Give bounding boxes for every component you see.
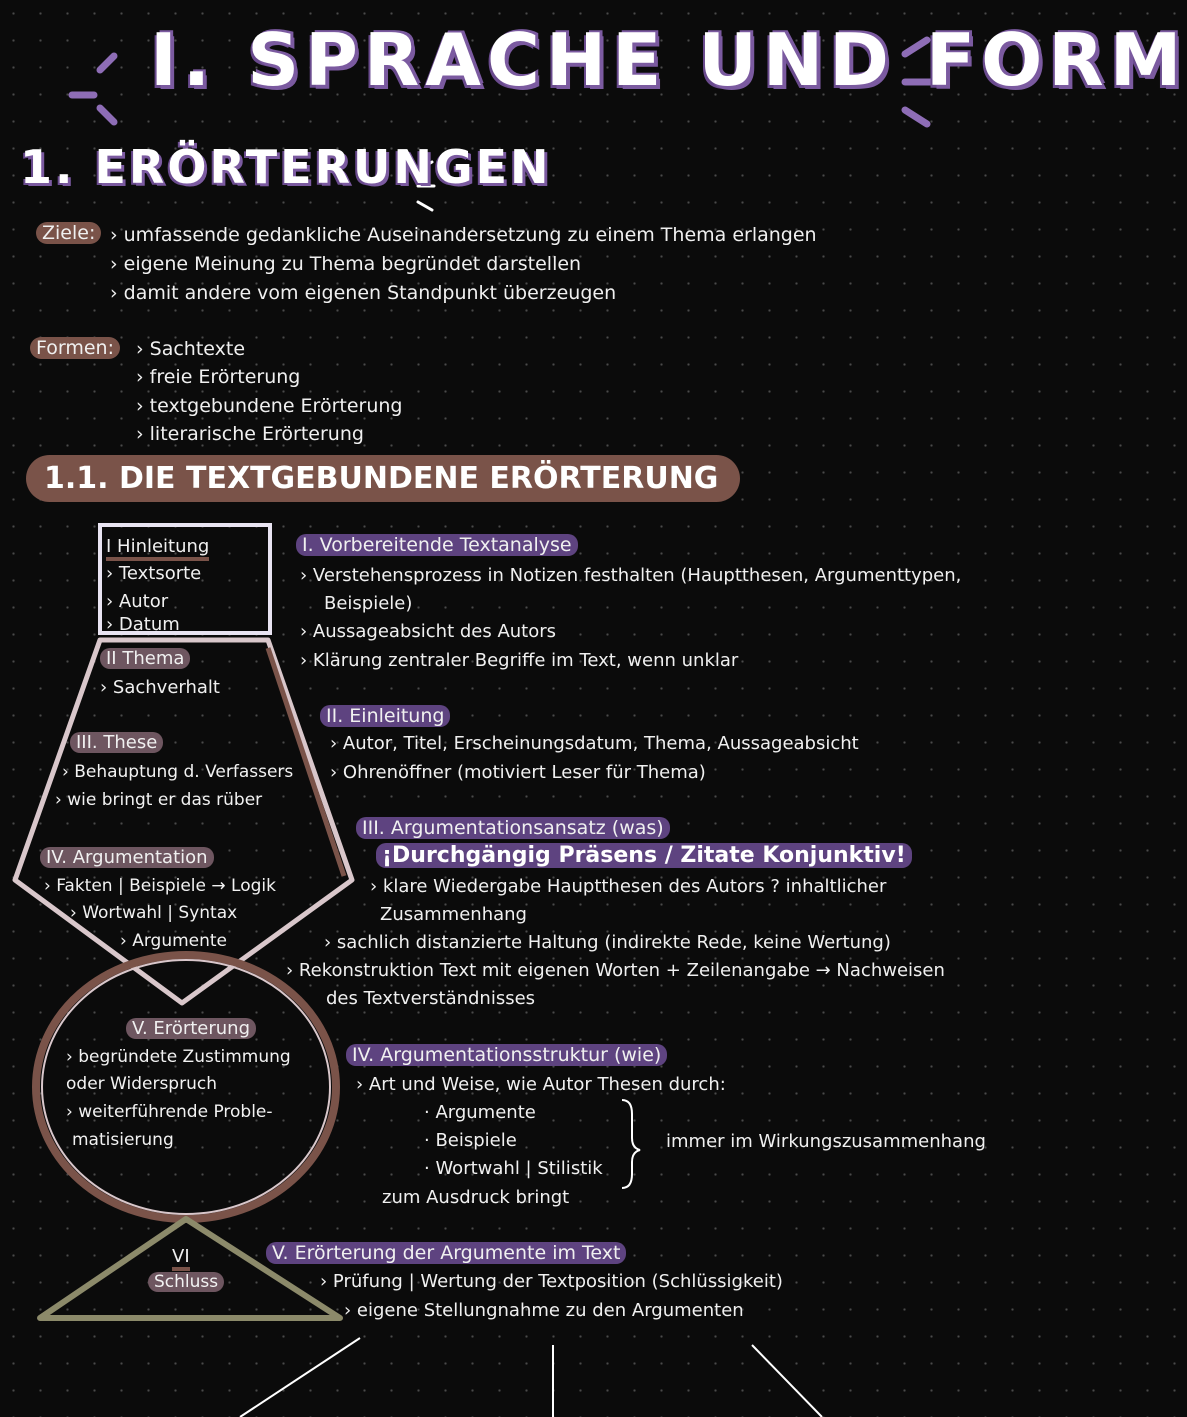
title-text: SPRACHE UND FORM xyxy=(247,18,1187,102)
step3-title: III. Argumentationsansatz (was) xyxy=(356,817,670,839)
formen-label: Formen: xyxy=(30,337,120,359)
einleitung-item: › Autor xyxy=(106,591,169,612)
einleitung-item: › Datum xyxy=(106,614,180,635)
step3-line: › Rekonstruktion Text mit eigenen Worten + Zeilenangabe → Nachweisen xyxy=(286,960,945,981)
step4-bullet: · Argumente xyxy=(424,1102,536,1123)
eroerterung-item: › begründete Zustimmung xyxy=(66,1047,291,1067)
formen-item: › literarische Erörterung xyxy=(136,423,364,445)
formen-item: › Sachtexte xyxy=(136,338,246,360)
these-item: › wie bringt er das rüber xyxy=(55,790,263,810)
step1-title: I. Vorbereitende Textanalyse xyxy=(296,534,578,556)
thema-item: › Sachverhalt xyxy=(100,677,220,698)
formen-item: › freie Erörterung xyxy=(136,366,301,388)
step2-line: › Autor, Titel, Erscheinungsdatum, Thema, Aussageabsicht xyxy=(330,733,859,754)
einleitung-title: I Hinleitung xyxy=(106,536,209,561)
step3-line: Zusammenhang xyxy=(380,904,527,925)
step1-line: › Aussageabsicht des Autors xyxy=(300,621,557,642)
eroerterung-item: matisierung xyxy=(72,1130,174,1150)
page-title xyxy=(150,18,1187,102)
section-heading-1-1: 1.1. DIE TEXTGEBUNDENE ERÖRTERUNG xyxy=(26,455,740,502)
step3-line: des Textverständnisses xyxy=(326,988,536,1009)
step4-line: › Art und Weise, wie Autor Thesen durch: xyxy=(356,1074,726,1095)
eroerterung-title: V. Erörterung xyxy=(126,1018,256,1039)
ziele-item: › damit andere vom eigenen Standpunkt überzeugen xyxy=(110,282,617,304)
argumentation-item: › Argumente xyxy=(120,931,228,951)
thema-title: II Thema xyxy=(100,648,190,669)
einleitung-item: › Textsorte xyxy=(106,563,202,584)
ziele-item: › eigene Meinung zu Thema begründet darstellen xyxy=(110,253,582,275)
step1-line: › Klärung zentraler Begriffe im Text, wenn unklar xyxy=(300,650,739,671)
schluss-title: Schluss xyxy=(148,1272,224,1292)
step5-title: V. Erörterung der Argumente im Text xyxy=(266,1242,626,1264)
step5-line: › Prüfung | Wertung der Textposition (Schlüssigkeit) xyxy=(320,1271,783,1292)
title-roman: I. xyxy=(150,18,217,102)
these-item: › Behauptung d. Verfassers xyxy=(62,762,294,782)
section-heading-1: 1. ERÖRTERUNGEN xyxy=(20,140,552,194)
formen-item: › textgebundene Erörterung xyxy=(136,395,403,417)
step1-line: › Verstehensprozess in Notizen festhalten (Hauptthesen, Argumenttypen, xyxy=(300,565,962,586)
schluss-roman: VI xyxy=(172,1246,190,1271)
step4-bullet: · Beispiele xyxy=(424,1130,517,1151)
eroerterung-item: › weiterführende Proble- xyxy=(66,1102,273,1122)
eroerterung-item: oder Widerspruch xyxy=(66,1074,217,1094)
step4-title: IV. Argumentationsstruktur (wie) xyxy=(346,1044,667,1066)
step3-line: › klare Wiedergabe Hauptthesen des Autors ? inhaltlicher xyxy=(370,876,887,897)
ziele-label: Ziele: xyxy=(36,222,101,244)
step1-line: Beispiele) xyxy=(324,593,413,614)
schluss-triangle xyxy=(40,1219,340,1318)
step4-bullet: · Wortwahl | Stilistik xyxy=(424,1158,603,1179)
these-title: III. These xyxy=(70,732,163,753)
step3-warning: ¡Durchgängig Präsens / Zitate Konjunktiv! xyxy=(376,843,912,868)
argumentation-item: › Fakten | Beispiele → Logik xyxy=(44,876,276,896)
argumentation-item: › Wortwahl | Syntax xyxy=(70,903,238,923)
step4-tail: zum Ausdruck bringt xyxy=(382,1187,570,1208)
argumentation-title: IV. Argumentation xyxy=(40,847,214,868)
step2-line: › Ohrenöffner (motiviert Leser für Thema) xyxy=(330,762,706,783)
ziele-item: › umfassende gedankliche Auseinandersetzung zu einem Thema erlangen xyxy=(110,224,817,246)
step4-brace-note: immer im Wirkungszusammenhang xyxy=(666,1131,986,1152)
step2-title: II. Einleitung xyxy=(320,705,450,727)
step5-line: › eigene Stellungnahme zu den Argumenten xyxy=(344,1300,744,1321)
step3-line: › sachlich distanzierte Haltung (indirekte Rede, keine Wertung) xyxy=(324,932,891,953)
